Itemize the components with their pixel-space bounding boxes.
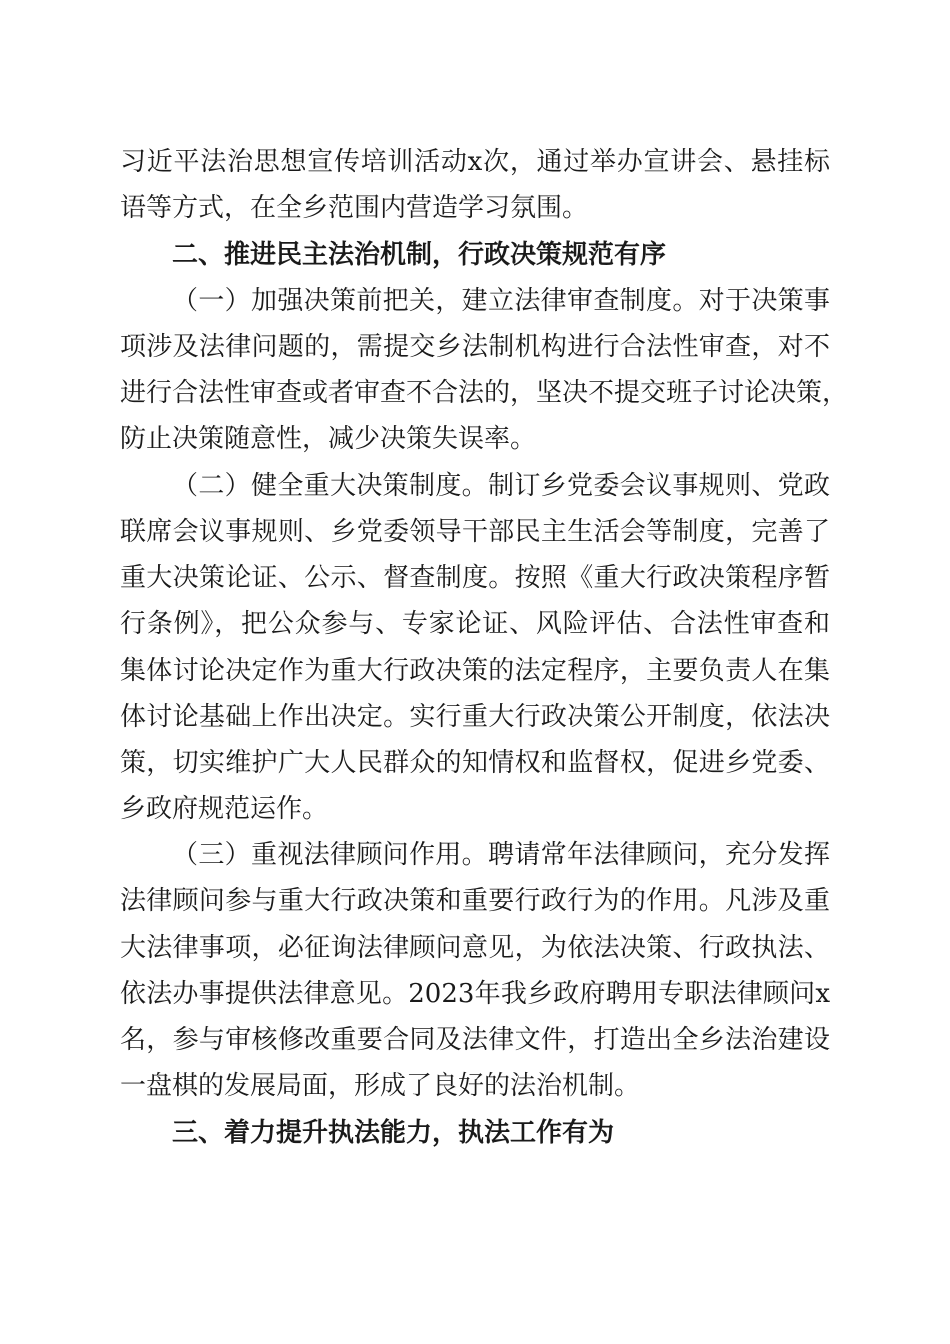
text-line: 名，参与审核修改重要合同及法律文件，打造出全乡法治建设: [120, 1025, 830, 1055]
text-line: 大法律事项，必征询法律顾问意见，为依法决策、行政执法、: [120, 933, 830, 963]
text-line: 乡政府规范运作。: [120, 794, 329, 824]
text-line: 集体讨论决定作为重大行政决策的法定程序，主要负责人在集: [120, 656, 830, 686]
text-line: 行条例》，把公众参与、专家论证、风险评估、合法性审查和: [120, 609, 830, 639]
section-heading-2: 二、推进民主法治机制，行政决策规范有序: [172, 240, 667, 270]
text-line: （一）加强决策前把关，建立法律审查制度。对于决策事: [172, 286, 830, 316]
text-line: 语等方式，在全乡范围内营造学习氛围。: [120, 193, 589, 223]
text-line: 防止决策随意性，减少决策失误率。: [120, 424, 537, 454]
text-line: （三）重视法律顾问作用。聘请常年法律顾问，充分发挥: [172, 840, 830, 870]
section-heading-3: 三、着力提升执法能力，执法工作有为: [172, 1118, 615, 1148]
text-line: 联席会议事规则、乡党委领导干部民主生活会等制度，完善了: [120, 517, 830, 547]
text-line: 项涉及法律问题的，需提交乡法制机构进行合法性审查，对不: [120, 332, 830, 362]
text-line: 体讨论基础上作出决定。实行重大行政决策公开制度，依法决: [120, 702, 830, 732]
text-line: 法律顾问参与重大行政决策和重要行政行为的作用。凡涉及重: [120, 886, 830, 916]
text-line: 重大决策论证、公示、督查制度。按照《重大行政决策程序暂: [120, 563, 830, 593]
text-line: 习近平法治思想宣传培训活动x次，通过举办宣讲会、悬挂标: [120, 147, 830, 177]
text-line: 依法办事提供法律意见。2023年我乡政府聘用专职法律顾问x: [120, 979, 830, 1009]
text-line: （二）健全重大决策制度。制订乡党委会议事规则、党政: [172, 471, 830, 501]
text-line: 进行合法性审查或者审查不合法的，坚决不提交班子讨论决策，: [120, 378, 849, 408]
text-line: 一盘棋的发展局面，形成了良好的法治机制。: [120, 1071, 641, 1101]
text-line: 策，切实维护广大人民群众的知情权和监督权，促进乡党委、: [120, 748, 830, 778]
